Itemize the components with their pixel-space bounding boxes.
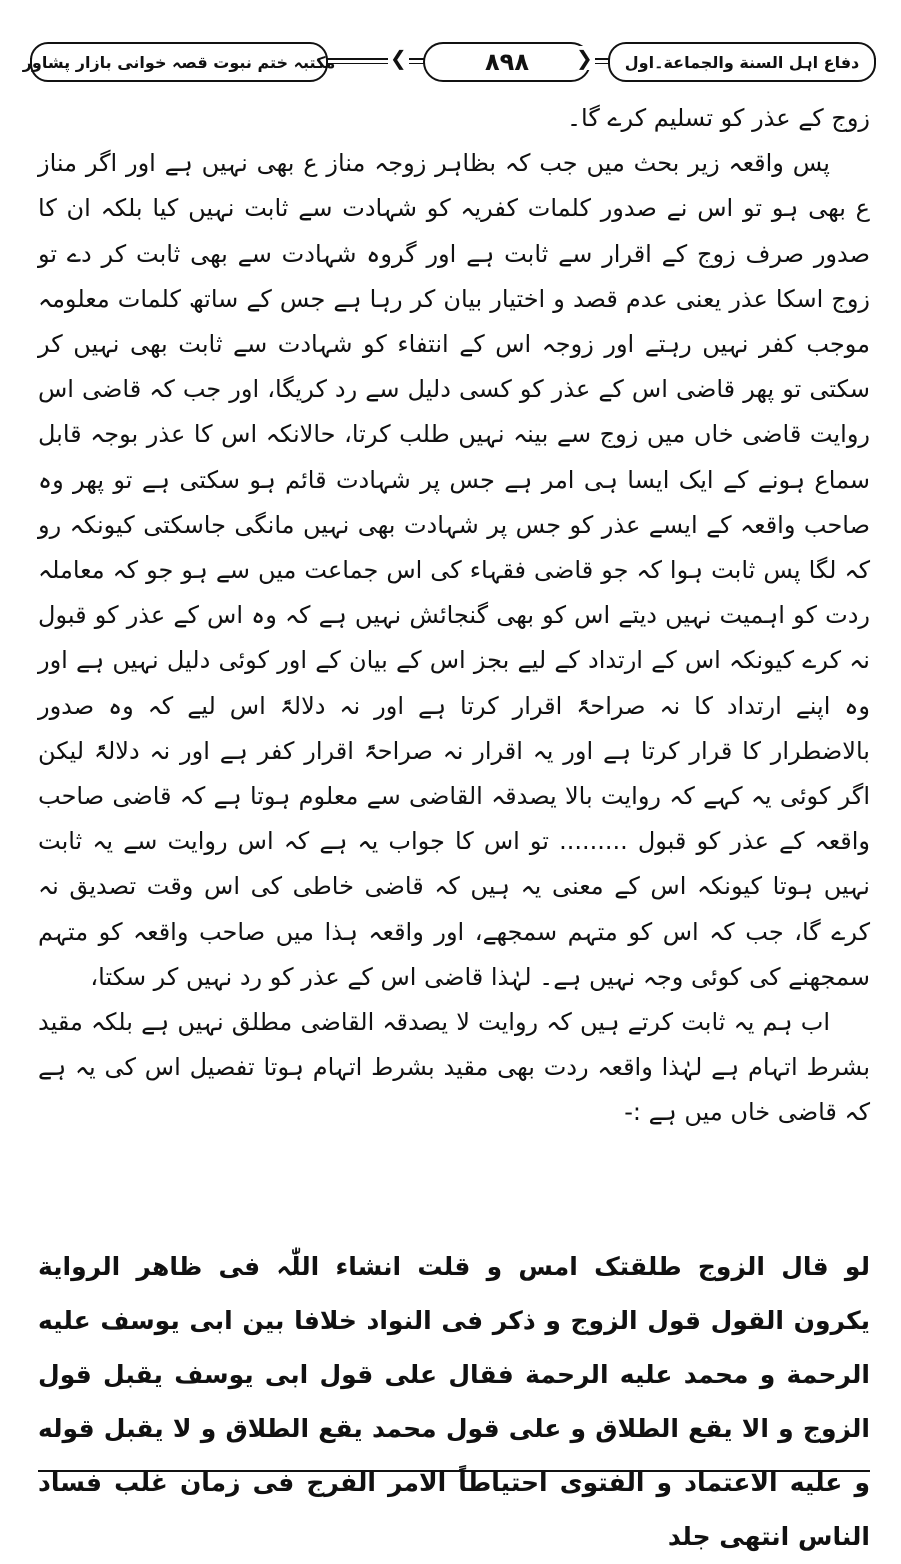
ornament-left-icon: ❮ xyxy=(390,46,407,70)
arabic-quotation: لو قال الزوج طلقتک امس و قلت انشاء اللّٰہ فی ظاهر الروایة یکرون القول قول الزوج و ذکر فی النواد خلافا بین ابی یوسف علیه الرحمة و محمد علیه الرحمة فقال علی قول ابی یوسف یقبل قول الزوج و الا یقع الطلاق و علی قول محمد یقع الطلاق و لا یقبل قوله و علیه الاعتماد و الفتوی احتیاطاً الامر الفرج فی زمان غلب فساد الناس انتهی جلد xyxy=(38,1252,870,1551)
page-number: ٨٩٨ xyxy=(423,42,591,82)
paragraph-1: زوج کے عذر کو تسلیم کرے گا۔ xyxy=(566,104,870,132)
page-header xyxy=(22,36,876,82)
footer-rule xyxy=(38,1470,870,1472)
book-title: دفاع اہل السنة والجماعة۔اول xyxy=(608,42,876,82)
ornament-right-icon: ❯ xyxy=(576,46,593,70)
paragraph-3: اب ہم یہ ثابت کرتے ہیں کہ روایت لا یصدقہ القاضی مطلق نہیں ہے بلکہ مقید بشرط اتہام ہے لہٰذا واقعہ ردت بھی مقید بشرط اتہام ہوتا تفصیل اس کی یہ ہے کہ قاضی خاں میں ہے :- xyxy=(38,1008,870,1127)
main-text xyxy=(38,96,870,1136)
paragraph-2: پس واقعہ زیر بحث میں جب کہ بظاہر زوجہ مناز ع بھی نہیں ہے اور اگر مناز ع بھی ہو تو اس نے صدور کلمات کفریہ کو شہادت سے ثابت نہیں کیا بلکہ ان کا صدور صرف زوج کے اقرار سے ثابت ہے اور گروہ شہادت سے بھی ثابت کر دے تو زوج اسکا عذر یعنی عدم قصد و اختیار بیان کر رہا ہے جس کے ساتھ کلمات معلومہ موجب کفر نہیں رہتے اور زوجہ اس کے انتفاء کو شہادت سے ثابت بھی نہیں کر سکتی تو پھر قاضی اس کے عذر کو کسی دلیل سے رد کریگا، اور جب کہ قاضی اس روایت قاضی خاں میں زوج سے بینہ نہیں طلب کرتا، حالانکہ اس کا عذر بوجہ قابل سماع ہونے کے ایک ایسا ہی امر ہے جس پر شہادت قائم ہو سکتی ہے تو پھر وہ صاحب واقعہ کے ایسے عذر کو جس پر شہادت بھی نہیں مانگی جاسکتی کیونکہ رو کہ لگا پس ثابت ہوا کہ جو قاضی فقہاء کی اس جماعت میں سے ہو جو کہ معاملہ ردت کو اہمیت نہیں دیتے اس کو بھی گنجائش نہیں ہے کہ وہ اس کے عذر کو قبول نہ کرے کیونکہ اس کے ارتداد کے لیے بجز اس کے بیان کے اور کوئی دلیل نہیں ہے اور وہ اپنے ارتداد کا نہ صراحۃً اقرار کرتا ہے اور نہ دلالۃً اس لیے کہ وہ صدور بالاضطرار کا قرار کرتا ہے اور یہ اقرار نہ صراحۃً اقرار کفر ہے اور نہ دلالۃً لیکن اگر کوئی یہ کہے کہ روایت بالا یصدقہ القاضی سے معلوم ہوتا ہے کہ قاضی صاحب واقعہ کے عذر کو قبول ......... تو اس کا جواب یہ ہے کہ اس روایت سے یہ ثابت نہیں ہوتا کیونکہ اس کے معنی یہ ہیں کہ قاضی خاطی کی اس وقت تصدیق نہ کرے گا، جب کہ اس کو متہم سمجھے، اور واقعہ ہذا میں صاحب واقعہ کو متہم سمجھنے کی کوئی وجہ نہیں ہے۔ لہٰذا قاضی اس کے عذر کو رد نہیں کر سکتا، xyxy=(38,149,870,991)
publisher-name: مکتبہ ختم نبوت قصہ خوانی بازار پشاور xyxy=(30,42,328,82)
